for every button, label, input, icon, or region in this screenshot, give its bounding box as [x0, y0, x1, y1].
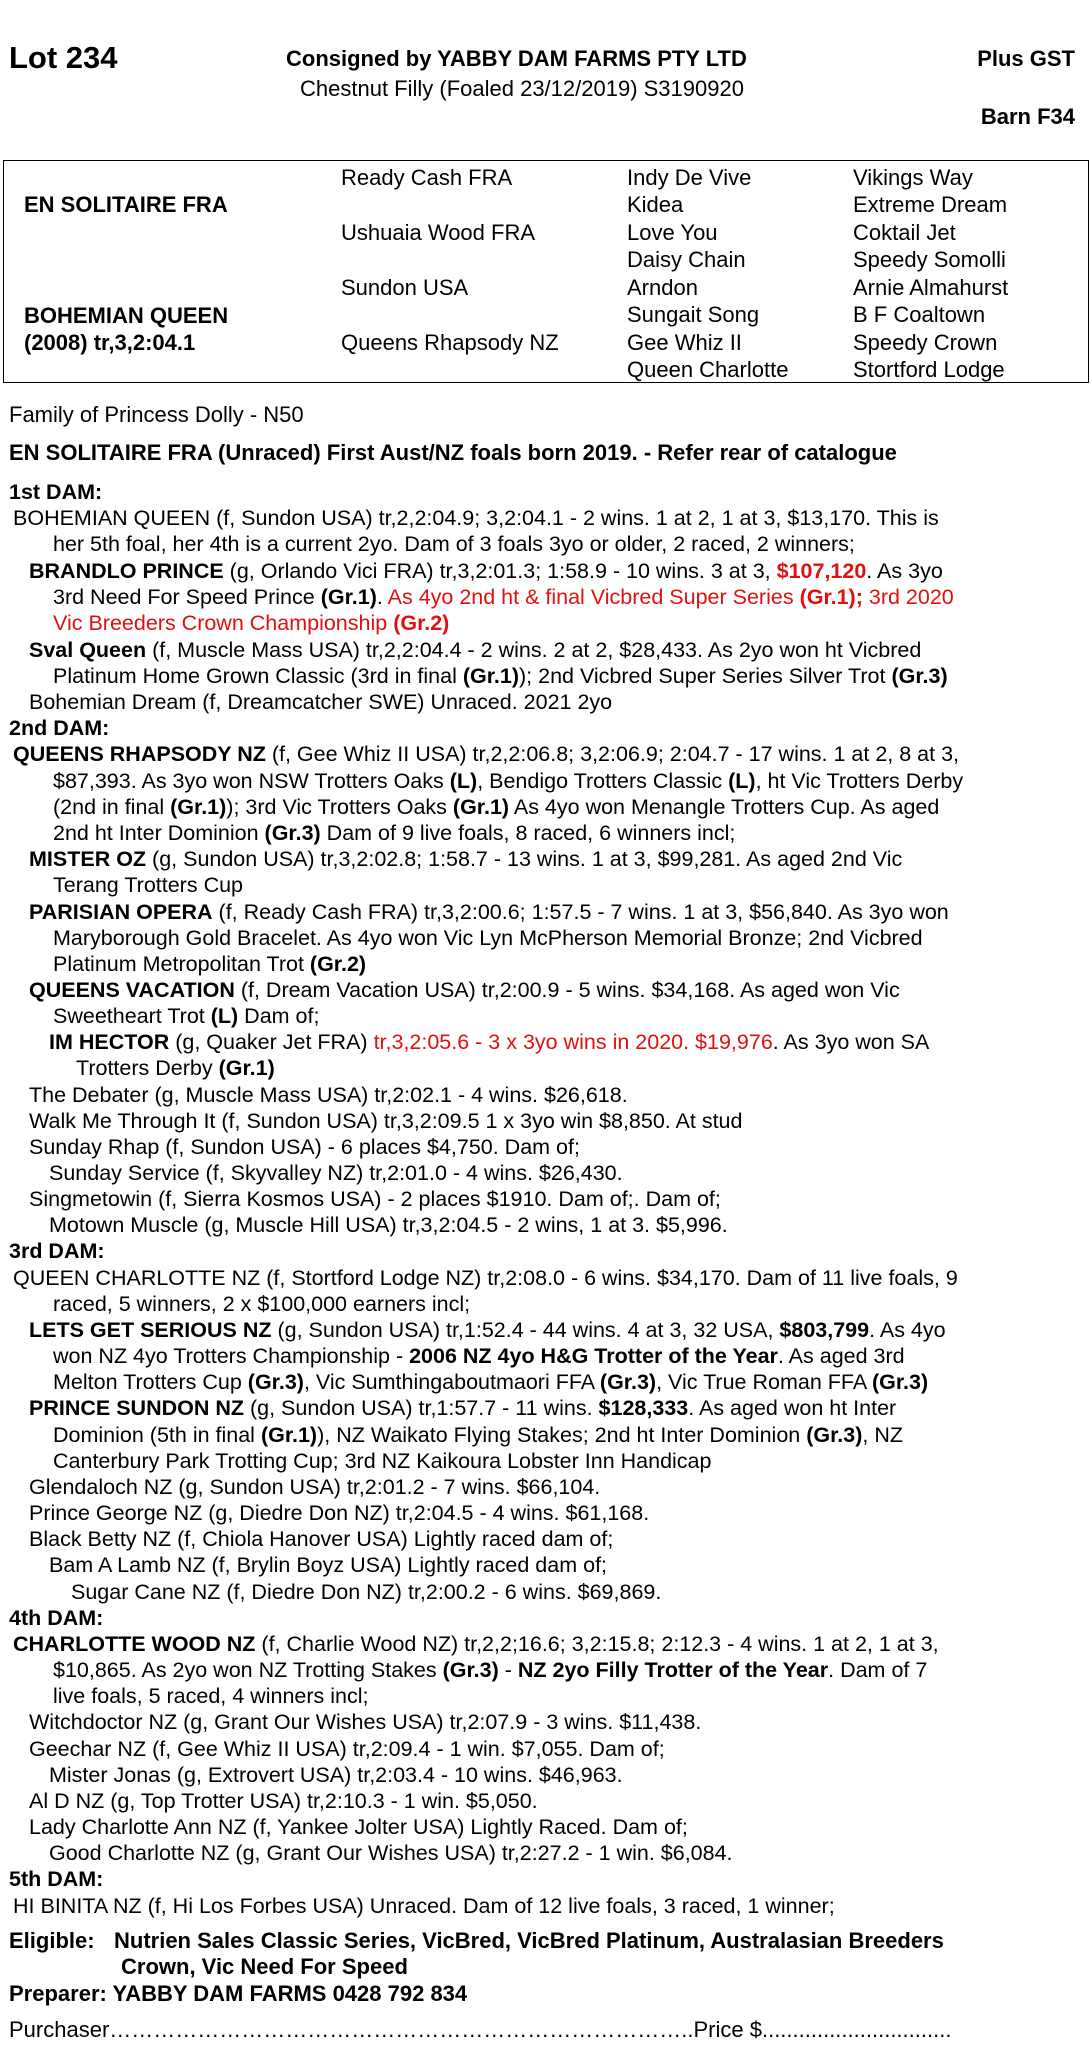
dam-heading: 3rd DAM:	[9, 1239, 105, 1263]
pedigree-gen3: Daisy Chain	[627, 247, 746, 272]
eligible-line-1: Nutrien Sales Classic Series, VicBred, VicBred Platinum, Australasian Breeders	[114, 1928, 944, 1953]
dam-line: Good Charlotte NZ (g, Grant Our Wishes USA) tr,2:27.2 - 1 win. $6,084.	[49, 1841, 733, 1865]
dam-line: Trotters Derby (Gr.1)	[76, 1056, 275, 1080]
horse-description: Chestnut Filly (Foaled 23/12/2019) S3190920	[300, 76, 744, 101]
sire: EN SOLITAIRE FRA	[24, 192, 228, 217]
pedigree-gen3: Love You	[627, 220, 718, 245]
dam-line: Black Betty NZ (f, Chiola Hanover USA) Lightly raced dam of;	[29, 1527, 614, 1551]
dam-line: PARISIAN OPERA (f, Ready Cash FRA) tr,3,2:00.6; 1:57.5 - 7 wins. 1 at 3, $56,840. As 3yo won	[29, 900, 949, 924]
dam-line: live foals, 5 raced, 4 winners incl;	[53, 1684, 369, 1708]
dam-line: Bohemian Dream (f, Dreamcatcher SWE) Unraced. 2021 2yo	[29, 690, 613, 714]
dam-line: (2nd in final (Gr.1)); 3rd Vic Trotters Oaks (Gr.1) As 4yo won Menangle Trotters Cup. As aged	[53, 795, 940, 819]
dam-line: Prince George NZ (g, Diedre Don NZ) tr,2:04.5 - 4 wins. $61,168.	[29, 1501, 650, 1525]
pedigree-gen3: Queen Charlotte	[627, 357, 789, 382]
dam-line: Glendaloch NZ (g, Sundon USA) tr,2:01.2 - 7 wins. $66,104.	[29, 1475, 601, 1499]
pedigree-gen4: Speedy Somolli	[853, 247, 1006, 272]
dam-line: CHARLOTTE WOOD NZ (f, Charlie Wood NZ) tr,2,2;16.6; 3,2:15.8; 2:12.3 - 4 wins. 1 at 2, 1 at 3,	[13, 1632, 939, 1656]
dam-line: Sugar Cane NZ (f, Diedre Don NZ) tr,2:00.2 - 6 wins. $69,869.	[71, 1580, 662, 1604]
dam-heading: 4th DAM:	[9, 1606, 104, 1630]
lot-number: Lot 234	[9, 40, 118, 75]
pedigree-table	[3, 160, 1089, 383]
pedigree-gen3: Kidea	[627, 192, 684, 217]
dam-line: LETS GET SERIOUS NZ (g, Sundon USA) tr,1:52.4 - 44 wins. 4 at 3, 32 USA, $803,799. As 4yo	[29, 1318, 946, 1342]
eligible-label: Eligible:	[9, 1928, 95, 1953]
dam-line: Platinum Home Grown Classic (3rd in final (Gr.1)); 2nd Vicbred Super Series Silver Trot (Gr.3)	[53, 664, 948, 688]
dam-name: BOHEMIAN QUEEN	[24, 303, 229, 328]
dam-line: BRANDLO PRINCE (g, Orlando Vici FRA) tr,3,2:01.3; 1:58.9 - 10 wins. 3 at 3, $107,120. As 3yo	[29, 559, 943, 583]
preparer: Preparer: YABBY DAM FARMS 0428 792 834	[9, 1981, 468, 2006]
dam-line: raced, 5 winners, 2 x $100,000 earners incl;	[53, 1292, 471, 1316]
dam-heading: 1st DAM:	[9, 480, 103, 504]
pedigree-gen4: B F Coaltown	[853, 302, 986, 327]
dam-heading: 5th DAM:	[9, 1867, 104, 1891]
dam-line: her 5th foal, her 4th is a current 2yo. Dam of 3 foals 3yo or older, 2 raced, 2 winners;	[53, 532, 855, 556]
dam-line: Witchdoctor NZ (g, Grant Our Wishes USA) tr,2:07.9 - 3 wins. $11,438.	[29, 1710, 702, 1734]
pedigree-gen2: Ushuaia Wood FRA	[341, 220, 536, 245]
dam-line: 3rd Need For Speed Prince (Gr.1). As 4yo 2nd ht & final Vicbred Super Series (Gr.1); 3rd 2020	[53, 585, 954, 609]
dam-line: Geechar NZ (f, Gee Whiz II USA) tr,2:09.4 - 1 win. $7,055. Dam of;	[29, 1737, 665, 1761]
sire-note: EN SOLITAIRE FRA (Unraced) First Aust/NZ foals born 2019. - Refer rear of catalogue	[9, 440, 897, 465]
family-line: Family of Princess Dolly - N50	[9, 402, 304, 427]
dam-line: PRINCE SUNDON NZ (g, Sundon USA) tr,1:57.7 - 11 wins. $128,333. As aged won ht Inter	[29, 1396, 897, 1420]
dam-line: Singmetowin (f, Sierra Kosmos USA) - 2 places $1910. Dam of;. Dam of;	[29, 1187, 721, 1211]
dam-record: (2008) tr,3,2:04.1	[24, 330, 196, 355]
dam-line: Melton Trotters Cup (Gr.3), Vic Sumthingaboutmaori FFA (Gr.3), Vic True Roman FFA (Gr.3)	[53, 1370, 929, 1394]
dam-line: Platinum Metropolitan Trot (Gr.2)	[53, 952, 367, 976]
pedigree-gen2: Sundon USA	[341, 275, 469, 300]
pedigree-gen4: Stortford Lodge	[853, 357, 1005, 382]
dam-line: MISTER OZ (g, Sundon USA) tr,3,2:02.8; 1:58.7 - 13 wins. 1 at 3, $99,281. As aged 2nd Vic	[29, 847, 903, 871]
pedigree-gen4: Arnie Almahurst	[853, 275, 1009, 300]
pedigree-gen3: Gee Whiz II	[627, 330, 742, 355]
dam-line: BOHEMIAN QUEEN (f, Sundon USA) tr,2,2:04.9; 3,2:04.1 - 2 wins. 1 at 2, 1 at 3, $13,170. This is	[13, 506, 939, 530]
dam-line: Maryborough Gold Bracelet. As 4yo won Vic Lyn McPherson Memorial Bronze; 2nd Vicbred	[53, 926, 923, 950]
dam-line: Canterbury Park Trotting Cup; 3rd NZ Kaikoura Lobster Inn Handicap	[53, 1449, 712, 1473]
dam-line: Sunday Rhap (f, Sundon USA) - 6 places $4,750. Dam of;	[29, 1135, 580, 1159]
pedigree-gen4: Speedy Crown	[853, 330, 998, 355]
dam-line: won NZ 4yo Trotters Championship - 2006 NZ 4yo H&G Trotter of the Year. As aged 3rd	[53, 1344, 905, 1368]
dam-line: Terang Trotters Cup	[53, 873, 244, 897]
dam-line: Motown Muscle (g, Muscle Hill USA) tr,3,2:04.5 - 2 wins, 1 at 3. $5,996.	[49, 1213, 728, 1237]
eligible-line-2: Crown, Vic Need For Speed	[121, 1954, 408, 1979]
dam-line: HI BINITA NZ (f, Hi Los Forbes USA) Unraced. Dam of 12 live foals, 3 raced, 1 winner;	[13, 1894, 835, 1918]
dam-line: Al D NZ (g, Top Trotter USA) tr,2:10.3 - 1 win. $5,050.	[29, 1789, 538, 1813]
dam-line: Vic Breeders Crown Championship (Gr.2)	[53, 611, 450, 635]
pedigree-gen4: Extreme Dream	[853, 192, 1008, 217]
purchaser-line: Purchaser……………………………………………………………………..Price $...............................	[9, 2017, 952, 2042]
dam-line: Mister Jonas (g, Extrovert USA) tr,2:03.4 - 10 wins. $46,963.	[49, 1763, 623, 1787]
pedigree-gen2: Queens Rhapsody NZ	[341, 330, 559, 355]
dam-line: $87,393. As 3yo won NSW Trotters Oaks (L), Bendigo Trotters Classic (L), ht Vic Trotters Derby	[53, 769, 964, 793]
dam-line: QUEENS RHAPSODY NZ (f, Gee Whiz II USA) tr,2,2:06.8; 3,2:06.9; 2:04.7 - 17 wins. 1 at 2, 8 at 3,	[13, 742, 960, 766]
dam-line: Lady Charlotte Ann NZ (f, Yankee Jolter USA) Lightly Raced. Dam of;	[29, 1815, 688, 1839]
dam-line: Bam A Lamb NZ (f, Brylin Boyz USA) Lightly raced dam of;	[49, 1553, 608, 1577]
pedigree-gen4: Coktail Jet	[853, 220, 956, 245]
pedigree-gen2: Ready Cash FRA	[341, 165, 513, 190]
pedigree-gen3: Indy De Vive	[627, 165, 752, 190]
dam-line: Sval Queen (f, Muscle Mass USA) tr,2,2:04.4 - 2 wins. 2 at 2, $28,433. As 2yo won ht Vicbred	[29, 638, 922, 662]
dam-line: IM HECTOR (g, Quaker Jet FRA) tr,3,2:05.6 - 3 x 3yo wins in 2020. $19,976. As 3yo won SA	[49, 1030, 930, 1054]
dam-line: Sweetheart Trot (L) Dam of;	[53, 1004, 320, 1028]
pedigree-gen3: Sungait Song	[627, 302, 760, 327]
gst-note: Plus GST	[977, 46, 1075, 71]
dam-heading: 2nd DAM:	[9, 716, 110, 740]
dam-line: Dominion (5th in final (Gr.1)), NZ Waikato Flying Stakes; 2nd ht Inter Dominion (Gr.3), NZ	[53, 1423, 903, 1447]
dam-line: 2nd ht Inter Dominion (Gr.3) Dam of 9 live foals, 8 raced, 6 winners incl;	[53, 821, 736, 845]
dam-line: QUEEN CHARLOTTE NZ (f, Stortford Lodge NZ) tr,2:08.0 - 6 wins. $34,170. Dam of 11 live foals, 9	[13, 1266, 958, 1290]
dam-line: The Debater (g, Muscle Mass USA) tr,2:02.1 - 4 wins. $26,618.	[29, 1083, 628, 1107]
dam-line: Sunday Service (f, Skyvalley NZ) tr,2:01.0 - 4 wins. $26,430.	[49, 1161, 623, 1185]
pedigree-gen4: Vikings Way	[853, 165, 973, 190]
dam-line: QUEENS VACATION (f, Dream Vacation USA) tr,2:00.9 - 5 wins. $34,168. As aged won Vic	[29, 978, 900, 1002]
barn-number: Barn F34	[980, 104, 1075, 129]
consignor: Consigned by YABBY DAM FARMS PTY LTD	[286, 46, 747, 71]
pedigree-gen3: Arndon	[627, 275, 698, 300]
dam-line: $10,865. As 2yo won NZ Trotting Stakes (Gr.3) - NZ 2yo Filly Trotter of the Year. Dam of 7	[53, 1658, 928, 1682]
dam-line: Walk Me Through It (f, Sundon USA) tr,3,2:09.5 1 x 3yo win $8,850. At stud	[29, 1109, 743, 1133]
